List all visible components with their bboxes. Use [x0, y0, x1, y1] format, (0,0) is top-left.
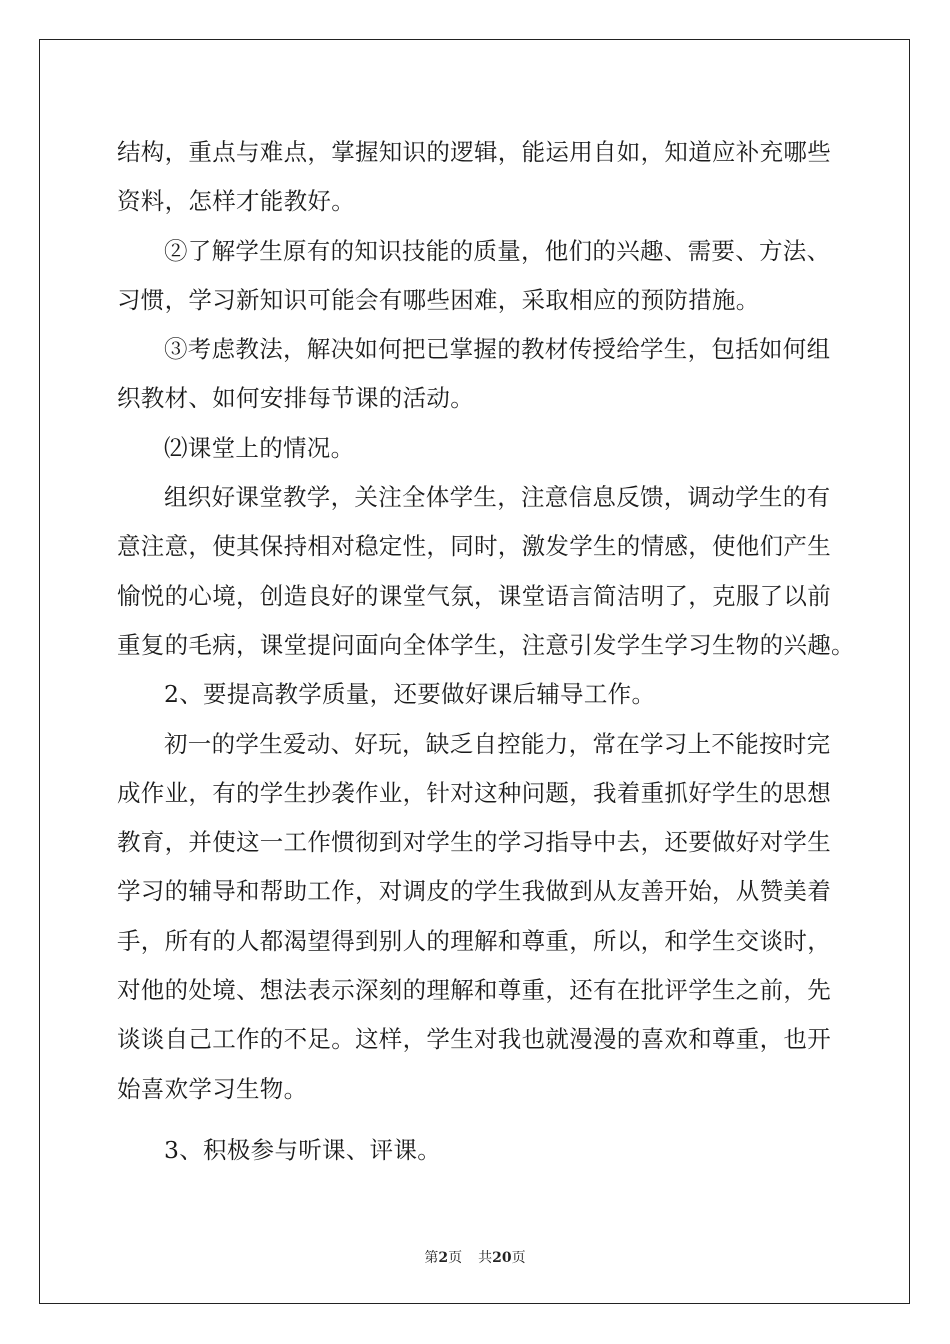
paragraph-line: 资料，怎样才能教好。 [117, 187, 355, 216]
page-label-prefix: 第 [424, 1250, 439, 1266]
section-heading: 3、积极参与听课、评课。 [164, 1135, 442, 1164]
total-label-suffix: 页 [511, 1250, 526, 1266]
page-footer [0, 1247, 950, 1267]
paragraph-line: 手，所有的人都渴望得到别人的理解和尊重，所以，和学生交谈时， [117, 926, 831, 955]
paragraph-line: 始喜欢学习生物。 [117, 1074, 308, 1103]
total-pages: 20 [492, 1250, 512, 1266]
paragraph-line: ②了解学生原有的知识技能的质量，他们的兴趣、需要、方法、 [164, 236, 831, 265]
paragraph-line: 习惯，学习新知识可能会有哪些困难，采取相应的预防措施。 [117, 285, 760, 314]
paragraph-line: 对他的处境、想法表示深刻的理解和尊重，还有在批评学生之前，先 [117, 976, 831, 1005]
paragraph-line: 谈谈自己工作的不足。这样，学生对我也就漫漫的喜欢和尊重，也开 [117, 1025, 831, 1054]
section-heading: 2、要提高教学质量，还要做好课后辅导工作。 [164, 680, 656, 709]
paragraph-line: ③考虑教法，解决如何把已掌握的教材传授给学生，包括如何组 [164, 335, 831, 364]
paragraph-line: 组织好课堂教学，关注全体学生，注意信息反馈，调动学生的有 [164, 483, 831, 512]
paragraph-line: 织教材、如何安排每节课的活动。 [117, 384, 474, 413]
page-label-suffix: 页 [448, 1250, 463, 1266]
paragraph-line: 学习的辅导和帮助工作，对调皮的学生我做到从友善开始，从赞美着 [117, 877, 831, 906]
paragraph-line: 愉悦的心境，创造良好的课堂气氛，课堂语言简洁明了，克服了以前 [117, 581, 831, 610]
paragraph-line: 成作业，有的学生抄袭作业，针对这种问题，我着重抓好学生的思想 [117, 778, 831, 807]
paragraph-line: 意注意，使其保持相对稳定性，同时，激发学生的情感，使他们产生 [117, 532, 831, 561]
document-body [117, 128, 855, 1175]
total-label-prefix: 共 [478, 1250, 493, 1266]
paragraph-line: 重复的毛病，课堂提问面向全体学生，注意引发学生学习生物的兴趣。 [117, 630, 855, 659]
section-heading: ⑵课堂上的情况。 [164, 433, 355, 462]
page-number: 2 [438, 1250, 449, 1266]
paragraph-line: 结构，重点与难点，掌握知识的逻辑，能运用自如，知道应补充哪些 [117, 138, 831, 166]
paragraph-line: 初一的学生爱动、好玩，缺乏自控能力，常在学习上不能按时完 [164, 729, 831, 758]
paragraph-line: 教育，并使这一工作惯彻到对学生的学习指导中去，还要做好对学生 [117, 828, 831, 857]
